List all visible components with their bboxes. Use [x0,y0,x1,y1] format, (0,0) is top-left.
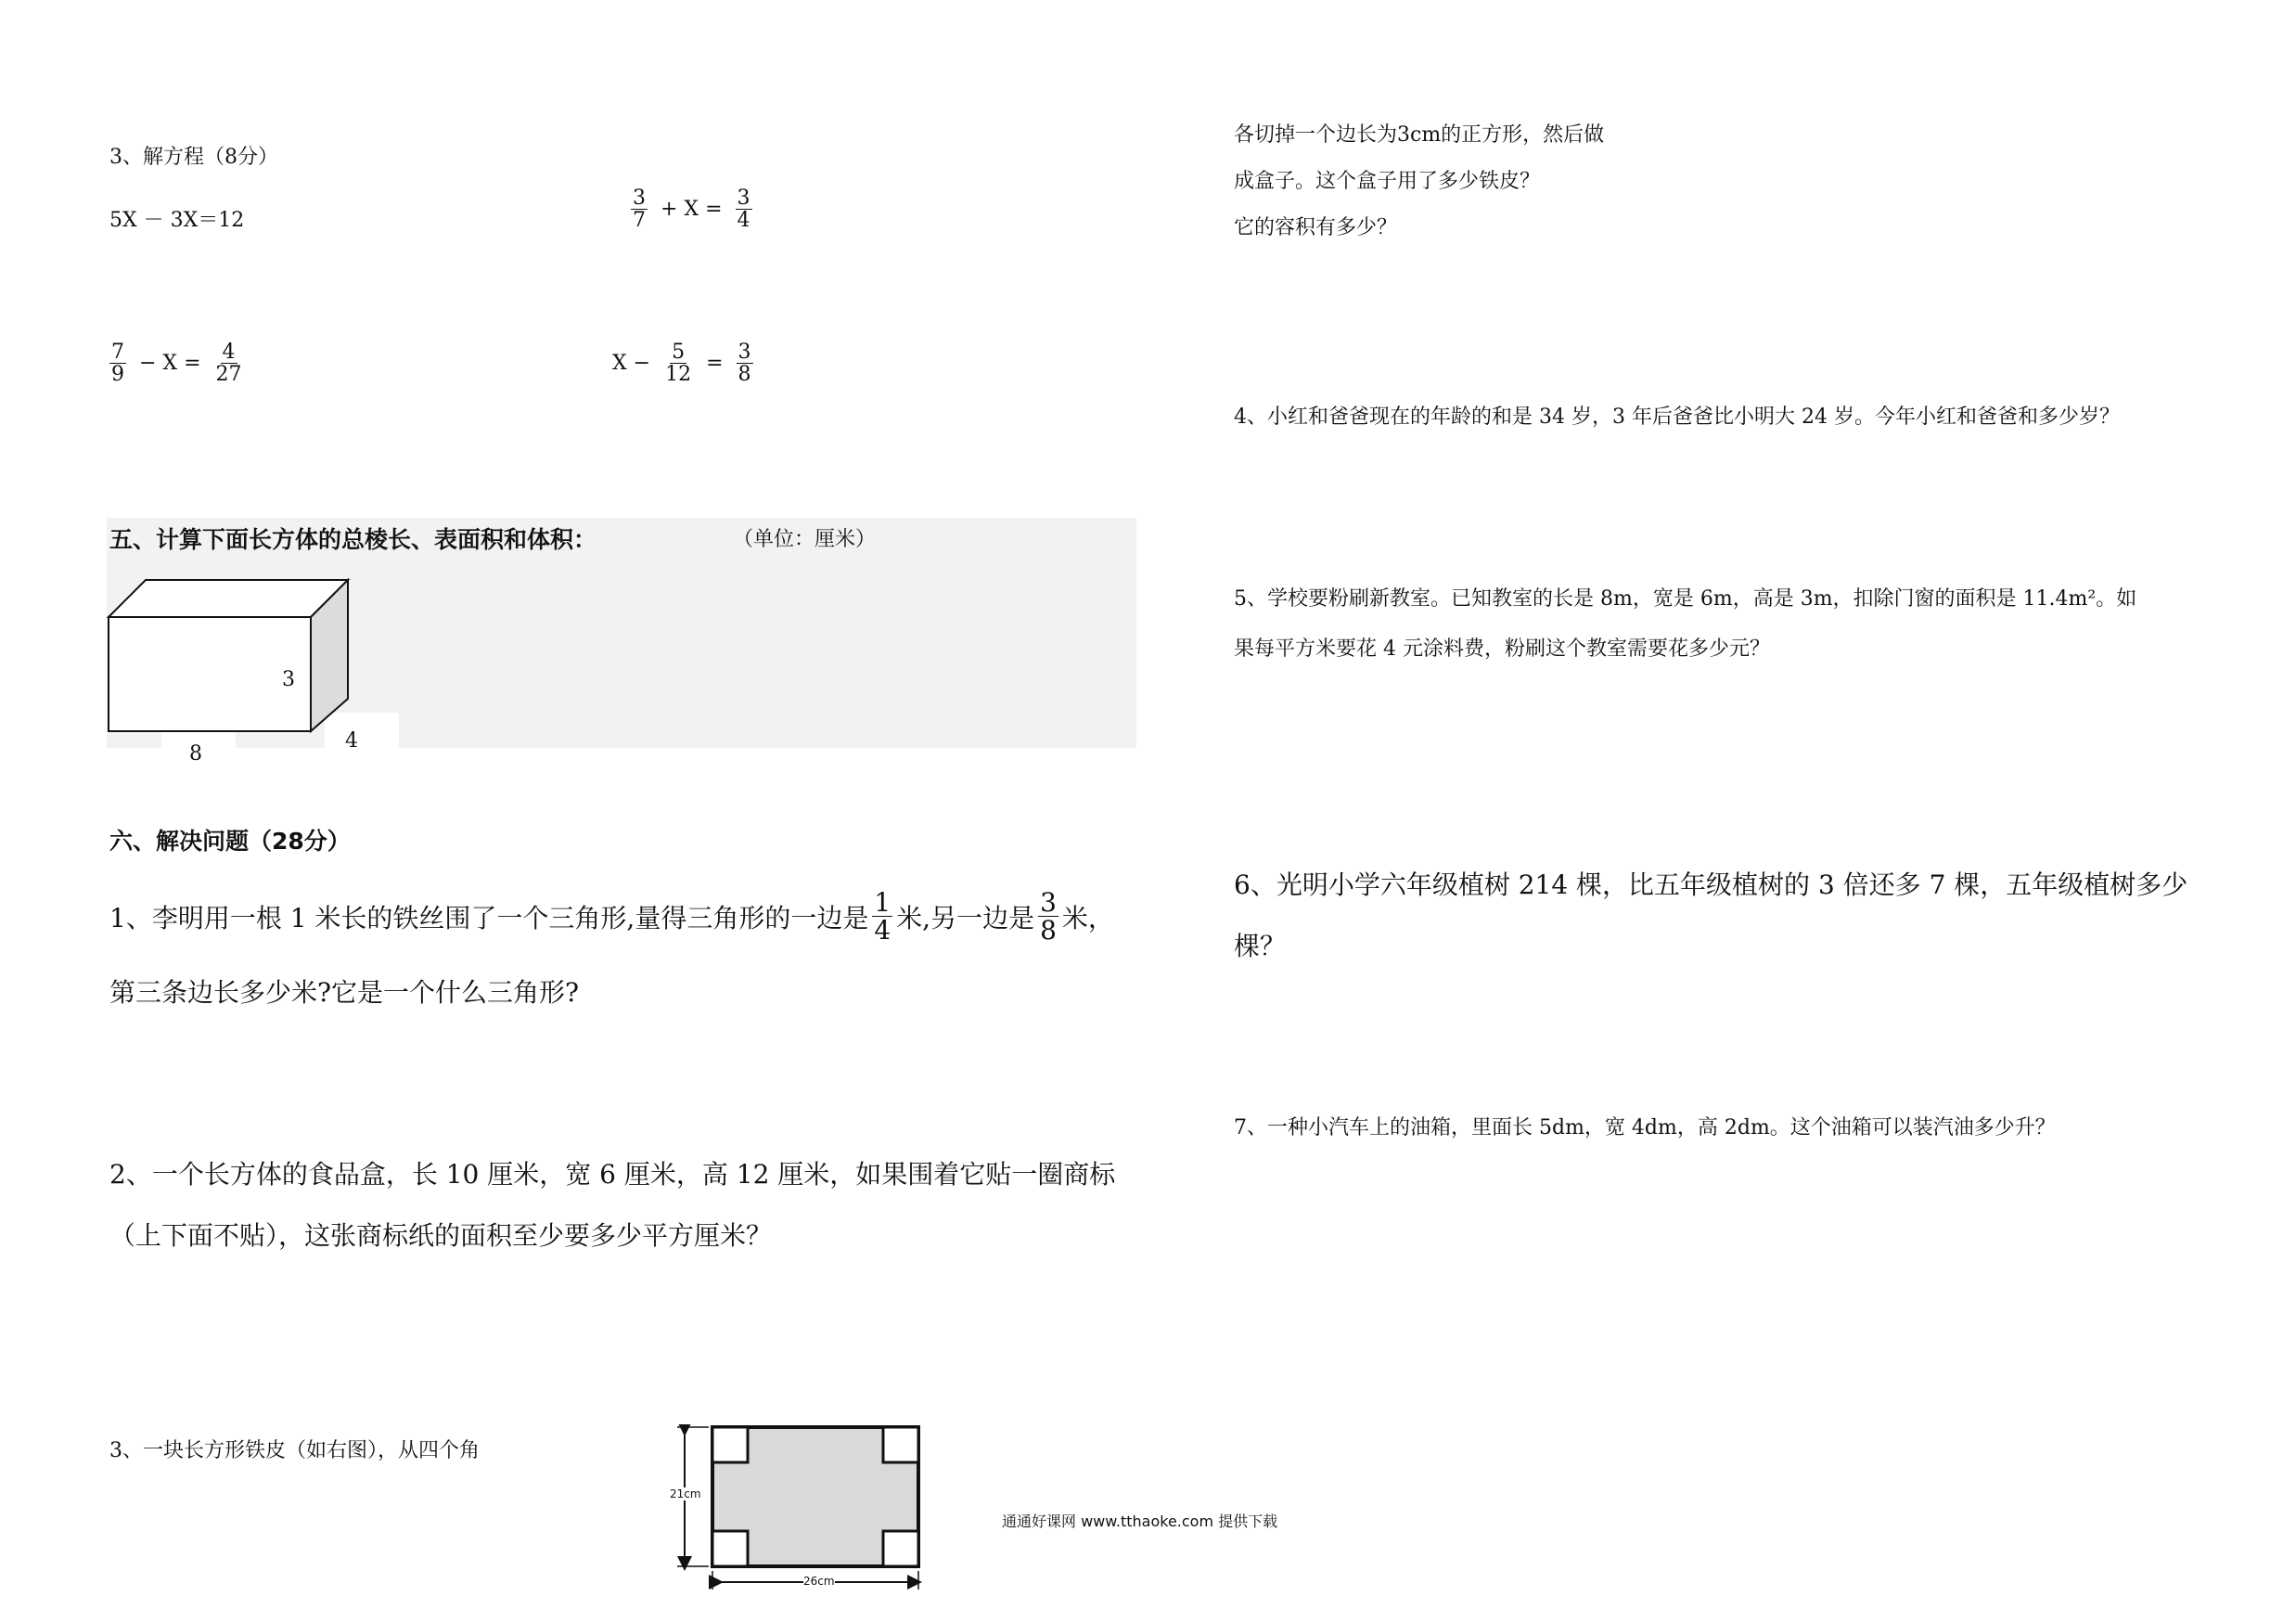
problem-3-cont-1: 各切掉一个边长为3cm的正方形，然后做 [1234,123,1605,147]
fraction: $\frac{5}{12}$ [665,341,692,387]
fraction: $\frac{7}{9}$ [111,341,124,387]
problem-5-line-1: 5、学校要粉刷新教室。已知教室的长是 8m，宽是 6m，高是 3m，扣除门窗的面积是 11.4m²。如 [1234,587,2137,611]
problem-6-line-2: 棵？ [1234,931,1287,961]
sheet-height-label: 21cm [670,1487,701,1500]
fraction: $\frac{3}{7}$ [633,187,646,233]
problem-5-line-2: 果每平方米要花 4 元涂料费，粉刷这个教室需要花多少元？ [1234,637,1770,661]
cuboid-height-label: 3 [282,668,295,691]
cuboid-length-label: 8 [189,742,202,766]
problem-2-line-1: 2、一个长方体的食品盒，长 10 厘米，宽 6 厘米，高 12 厘米，如果围着它贴一圈商标 [109,1159,1116,1190]
fraction: $\frac{3}{8}$ [1040,887,1057,946]
problem-4: 4、小红和爸爸现在的年龄的和是 34 岁，3 年后爸爸比小明大 24 岁。今年小红和爸爸和多少岁？ [1234,406,2120,429]
problem-3-cont-3: 它的容积有多少？ [1234,216,1398,239]
equation-section-title: 3、解方程（8分） [109,146,278,169]
fraction: $\frac{1}{4}$ [874,887,891,946]
problem-1-line-1: 1、李明用一根 1 米长的铁丝围了一个三角形,量得三角形的一边是 $\frac{1}{4}$ 米,另一边是 $\frac{3}{8}$ 米， [109,887,1114,946]
sheet-width-label: 26cm [803,1575,835,1588]
problem-2-line-2: （上下面不贴），这张商标纸的面积至少要多少平方厘米？ [109,1220,773,1251]
fraction: $\frac{4}{27}$ [215,341,242,387]
footer-source: 通通好课网 www.tthaoke.com 提供下载 [1002,1513,1278,1530]
problem-3-cont-2: 成盒子。这个盒子用了多少铁皮？ [1234,170,1541,193]
section-5-unit: （单位：厘米） [733,528,877,551]
equation-2: $\frac{3}{7}$ + X = $\frac{3}{4}$ [633,187,750,233]
problem-1-line-2: 第三条边长多少米?它是一个什么三角形? [109,977,580,1008]
equation-4: X − $\frac{5}{12}$ = $\frac{3}{8}$ [612,341,751,387]
problem-3-line-1: 3、一块长方形铁皮（如右图），从四个角 [109,1439,480,1462]
sheet-figure [675,1424,954,1591]
equation-3: $\frac{7}{9}$ − X = $\frac{4}{27}$ [111,341,242,387]
problem-6-line-1: 6、光明小学六年级植树 214 棵，比五年级植树的 3 倍还多 7 棵，五年级植树多少 [1234,869,2188,900]
section-6-title: 六、解决问题（28分） [109,828,351,855]
equation-1: 5X － 3X＝12 [109,209,245,232]
section-5-title: 五、计算下面长方体的总棱长、表面积和体积： [109,526,597,553]
problem-7: 7、一种小汽车上的油箱，里面长 5dm，宽 4dm，高 2dm。这个油箱可以装汽油多少升？ [1234,1116,2056,1139]
fraction: $\frac{3}{8}$ [738,341,751,387]
cuboid-width-label: 4 [345,729,358,753]
fraction: $\frac{3}{4}$ [737,187,750,233]
